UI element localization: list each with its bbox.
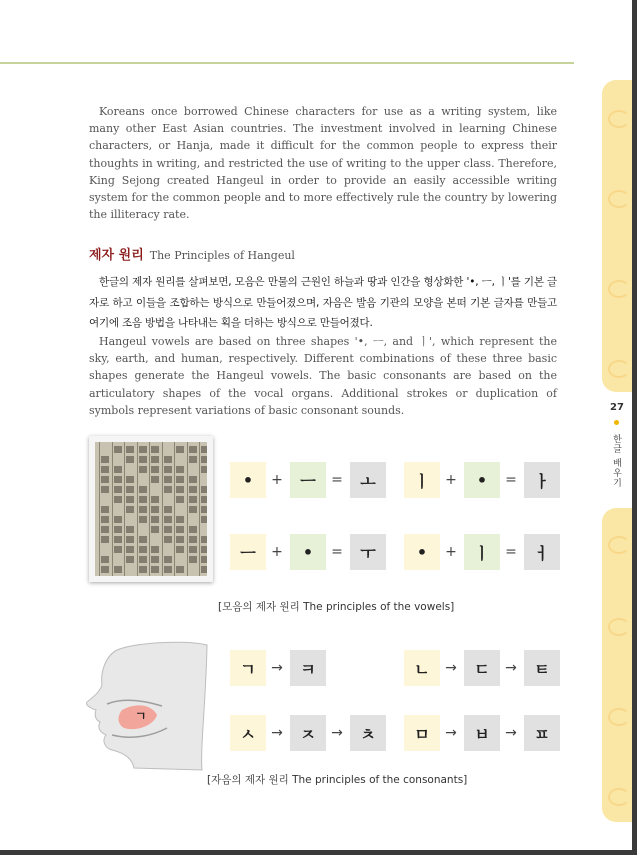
arrow-sign: → xyxy=(505,660,517,676)
vowel-box: ㅣ xyxy=(404,462,440,498)
book-glyph xyxy=(114,526,122,533)
side-tab-label: 한글 배우기 xyxy=(611,434,621,488)
book-glyph xyxy=(139,506,147,513)
vowel-result-box: ㅓ xyxy=(524,534,560,570)
swirl-ornament xyxy=(608,536,630,554)
book-column-rule xyxy=(162,442,163,576)
book-glyph xyxy=(114,486,122,493)
consonant-box: ㄷ xyxy=(464,650,500,686)
arrow-sign: → xyxy=(505,725,517,741)
book-glyph xyxy=(201,546,207,553)
arrow-sign: → xyxy=(271,725,283,741)
swirl-ornament xyxy=(608,190,630,208)
book-glyph xyxy=(101,536,109,543)
book-glyph xyxy=(201,516,207,523)
book-glyph xyxy=(189,496,197,503)
equals-sign: = xyxy=(505,544,517,560)
book-glyph xyxy=(189,556,197,563)
book-glyph xyxy=(151,506,159,513)
book-glyph xyxy=(164,506,172,513)
equals-sign: = xyxy=(505,472,517,488)
book-glyph xyxy=(176,476,184,483)
vowel-result-box: ㅜ xyxy=(350,534,386,570)
vowel-box: ㅡ xyxy=(290,462,326,498)
english-paragraph: Hangeul vowels are based on three shapes '•, ㅡ, and ㅣ', which represent the sky, earth, and human, respectively. Different combinations of these three basic shapes generate the Hangeul vowels. The basic consonants are based on the articulatory shapes of the vocal organs. Additional strokes or duplication of symbols represent variations of basic consonant sounds. xyxy=(89,335,557,417)
vowel-result-box: ㅏ xyxy=(524,462,560,498)
swirl-ornament xyxy=(608,360,630,378)
book-glyph xyxy=(151,546,159,553)
book-glyph xyxy=(201,486,207,493)
book-glyph xyxy=(126,506,134,513)
head-shape xyxy=(87,642,207,770)
consonant-box: ㅈ xyxy=(290,715,326,751)
arrow-sign: → xyxy=(445,660,457,676)
book-glyph xyxy=(189,456,197,463)
vowel-result-box: ㅗ xyxy=(350,462,386,498)
vowel-box: ㅡ xyxy=(230,534,266,570)
book-glyph xyxy=(164,476,172,483)
vowel-box: • xyxy=(464,462,500,498)
swirl-ornament xyxy=(608,110,630,128)
book-glyph xyxy=(114,476,122,483)
book-column-rule xyxy=(137,442,138,576)
consonant-box: ㅋ xyxy=(290,650,326,686)
book-glyph xyxy=(189,506,197,513)
book-glyph xyxy=(126,526,134,533)
vowel-box: • xyxy=(404,534,440,570)
book-glyph xyxy=(164,526,172,533)
book-glyph xyxy=(139,456,147,463)
book-column-rule xyxy=(187,442,188,576)
book-glyph xyxy=(139,496,147,503)
intro-paragraph: Koreans once borrowed Chinese characters for use as a writing system, like many other East Asian countries. The investment involved in learning Chinese characters, or Hanja, made it difficult for the common people to express their thoughts in writing, and restricted the use of writing to the upper class. Therefore, King Sejong created Hangeul in order to provide an easily accessible writing system for the common people and to more effectively rule the country by lowering the illiteracy rate. xyxy=(89,105,557,222)
book-glyph xyxy=(176,566,184,573)
mouth-consonant-label: ㄱ xyxy=(135,709,147,723)
book-page-image xyxy=(95,442,207,576)
book-glyph xyxy=(101,466,109,473)
plus-sign: + xyxy=(271,472,283,488)
book-glyph xyxy=(201,496,207,503)
side-tab-upper xyxy=(602,80,632,392)
book-glyph xyxy=(126,496,134,503)
book-glyph xyxy=(126,476,134,483)
book-glyph xyxy=(114,566,122,573)
book-glyph xyxy=(176,446,184,453)
book-glyph xyxy=(151,456,159,463)
section-title-english: The Principles of Hangeul xyxy=(149,249,295,262)
book-glyph xyxy=(114,446,122,453)
book-glyph xyxy=(201,556,207,563)
book-glyph xyxy=(101,486,109,493)
book-glyph xyxy=(114,546,122,553)
book-glyph xyxy=(201,456,207,463)
book-glyph xyxy=(126,486,134,493)
section-heading xyxy=(89,244,295,263)
hunminjeongeum-book-image xyxy=(89,436,213,582)
korean-paragraph: 한글의 제자 원리를 살펴보면, 모음은 만물의 근원인 하늘과 땅과 인간을 형상화한 '•, ㅡ, ㅣ'를 기본 글자로 하고 이들을 조합하는 방식으로 만들어졌으며, 자음은 발음 기관의 모양을 본떠 기본 글자를 만들고 여기에 조음 방법을 나타내는 획을 더하는 방식으로 만들어졌다. xyxy=(89,276,557,329)
book-glyph xyxy=(164,456,172,463)
book-glyph xyxy=(201,466,207,473)
book-glyph xyxy=(139,536,147,543)
vowel-caption: [모음의 제자 원리 The principles of the vowels] xyxy=(218,601,455,613)
book-glyph xyxy=(114,466,122,473)
book-glyph xyxy=(151,516,159,523)
book-glyph xyxy=(164,466,172,473)
book-glyph xyxy=(139,566,147,573)
consonant-box: ㅂ xyxy=(464,715,500,751)
consonant-box: ㅁ xyxy=(404,715,440,751)
book-glyph xyxy=(101,566,109,573)
book-column-rule xyxy=(124,442,125,576)
book-column-rule xyxy=(174,442,175,576)
plus-sign: + xyxy=(445,472,457,488)
side-tab-lower xyxy=(602,508,632,822)
vocal-organ-illustration xyxy=(82,640,217,775)
book-glyph xyxy=(151,566,159,573)
book-glyph xyxy=(139,466,147,473)
book-glyph xyxy=(201,506,207,513)
book-column-rule xyxy=(112,442,113,576)
book-glyph xyxy=(126,556,134,563)
book-glyph xyxy=(176,526,184,533)
equals-sign: = xyxy=(331,544,343,560)
book-column-rule xyxy=(99,442,100,576)
book-glyph xyxy=(126,536,134,543)
plus-sign: + xyxy=(271,544,283,560)
consonant-box: ㅅ xyxy=(230,715,266,751)
book-glyph xyxy=(176,496,184,503)
book-glyph xyxy=(164,516,172,523)
book-glyph xyxy=(189,546,197,553)
book-glyph xyxy=(201,446,207,453)
consonant-box: ㅊ xyxy=(350,715,386,751)
book-glyph xyxy=(189,476,197,483)
header-rule xyxy=(0,62,574,64)
book-glyph xyxy=(201,536,207,543)
book-glyph xyxy=(101,526,109,533)
book-glyph xyxy=(151,466,159,473)
book-glyph xyxy=(176,536,184,543)
consonant-box: ㄴ xyxy=(404,650,440,686)
vowel-box: ㅣ xyxy=(464,534,500,570)
swirl-ornament xyxy=(608,618,630,636)
swirl-ornament xyxy=(608,788,630,806)
book-glyph xyxy=(201,566,207,573)
page-number: 27 xyxy=(610,402,624,413)
book-glyph xyxy=(101,476,109,483)
arrow-sign: → xyxy=(271,660,283,676)
book-glyph xyxy=(151,526,159,533)
book-glyph xyxy=(139,556,147,563)
book-glyph xyxy=(101,506,109,513)
book-glyph xyxy=(101,556,109,563)
book-glyph xyxy=(151,476,159,483)
arrow-sign: → xyxy=(331,725,343,741)
plus-sign: + xyxy=(445,544,457,560)
book-column-rule xyxy=(199,442,200,576)
vowel-box: • xyxy=(290,534,326,570)
book-glyph xyxy=(151,446,159,453)
book-glyph xyxy=(101,516,109,523)
book-glyph xyxy=(151,556,159,563)
book-glyph xyxy=(164,536,172,543)
book-glyph xyxy=(189,486,197,493)
book-glyph xyxy=(139,486,147,493)
arrow-sign: → xyxy=(445,725,457,741)
vowel-box: • xyxy=(230,462,266,498)
consonant-caption: [자음의 제자 원리 The principles of the consonants] xyxy=(207,774,468,786)
swirl-ornament xyxy=(608,708,630,726)
book-glyph xyxy=(139,446,147,453)
book-glyph xyxy=(126,456,134,463)
book-column-rule xyxy=(149,442,150,576)
book-glyph xyxy=(176,516,184,523)
book-glyph xyxy=(126,446,134,453)
consonant-box: ㄱ xyxy=(230,650,266,686)
book-glyph xyxy=(114,496,122,503)
book-glyph xyxy=(114,516,122,523)
book-glyph xyxy=(176,466,184,473)
book-glyph xyxy=(189,526,197,533)
page-dot-icon xyxy=(614,420,619,425)
consonant-box: ㅍ xyxy=(524,715,560,751)
book-glyph xyxy=(151,496,159,503)
book-glyph xyxy=(126,546,134,553)
book-glyph xyxy=(164,556,172,563)
book-glyph xyxy=(189,536,197,543)
section-title-korean: 제자 원리 xyxy=(89,248,144,263)
book-glyph xyxy=(176,546,184,553)
consonant-box: ㅌ xyxy=(524,650,560,686)
swirl-ornament xyxy=(608,280,630,298)
book-glyph xyxy=(164,566,172,573)
equals-sign: = xyxy=(331,472,343,488)
book-glyph xyxy=(101,456,109,463)
book-glyph xyxy=(176,486,184,493)
book-glyph xyxy=(114,536,122,543)
book-glyph xyxy=(164,486,172,493)
book-glyph xyxy=(189,446,197,453)
book-glyph xyxy=(139,516,147,523)
book-glyph xyxy=(139,546,147,553)
